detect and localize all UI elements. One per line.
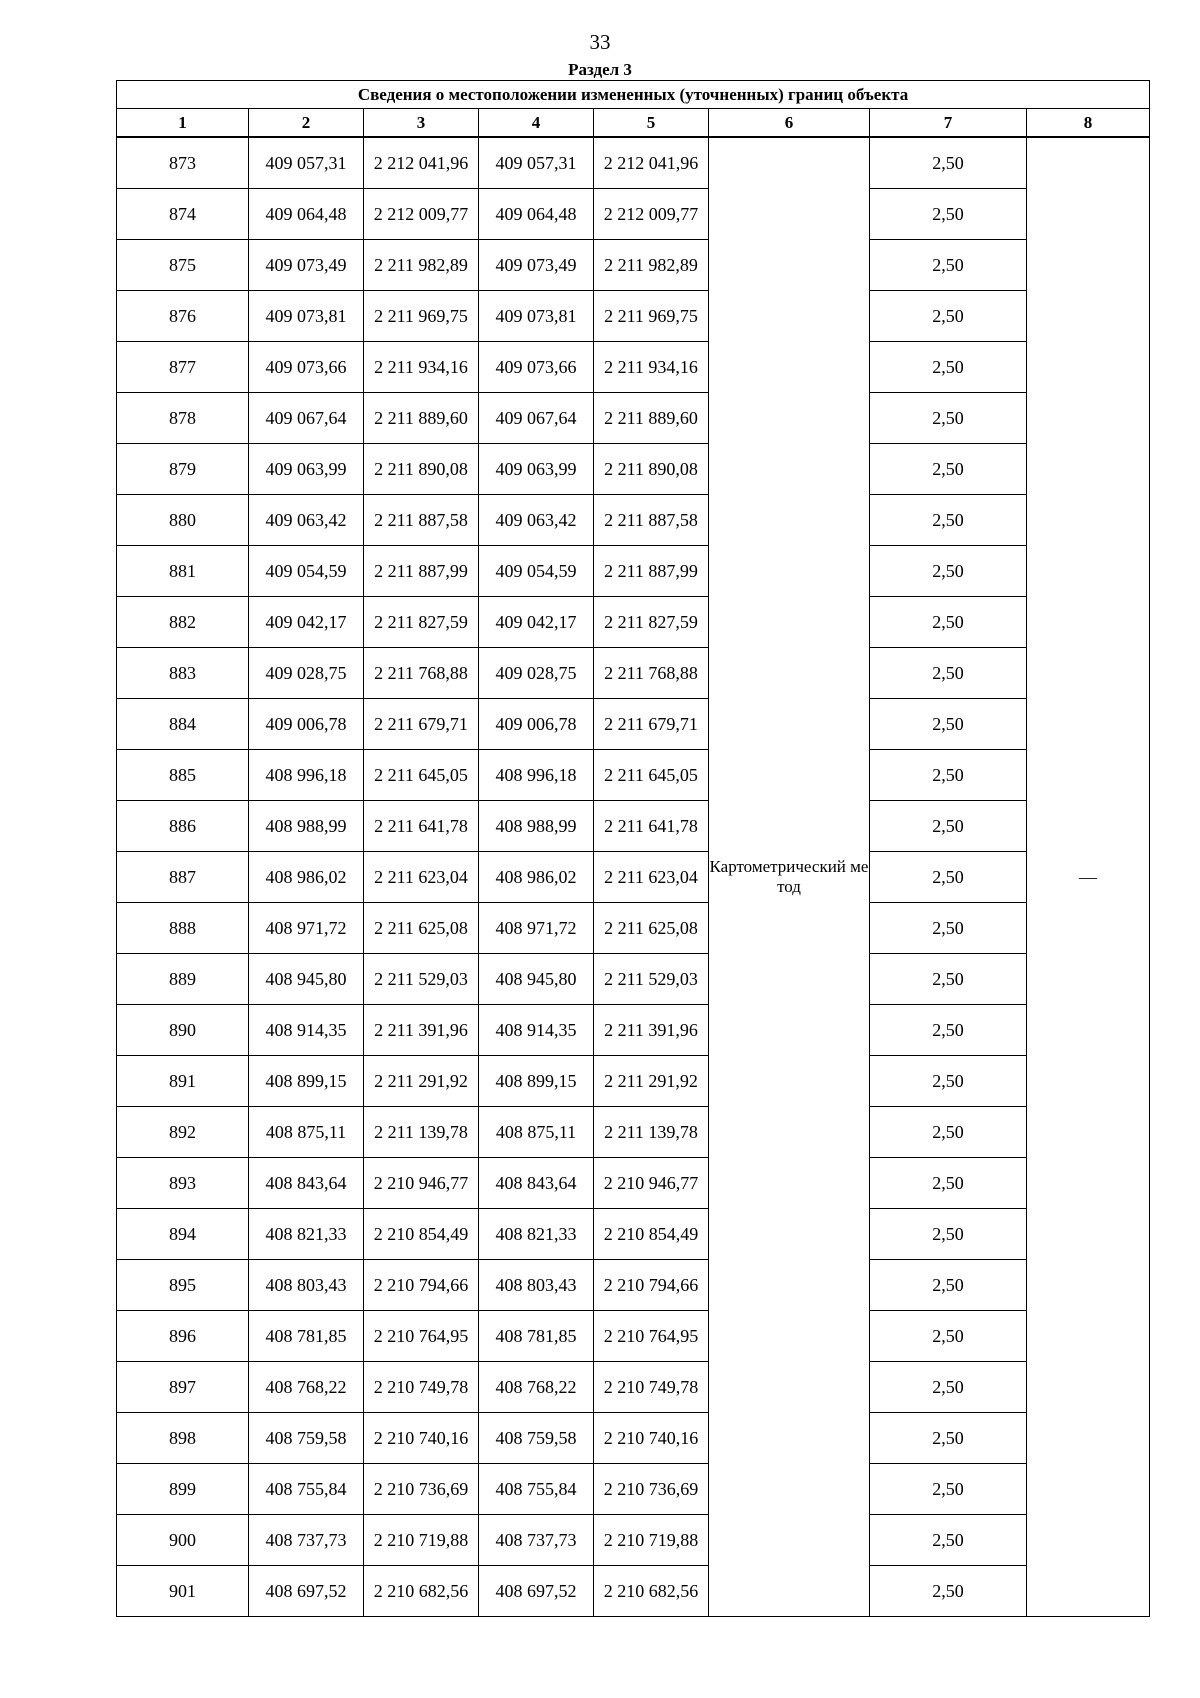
accuracy-cell: 2,50	[870, 393, 1027, 444]
x-coordinate-new-cell: 408 755,84	[479, 1464, 594, 1515]
y-coordinate-new-cell: 2 211 969,75	[594, 291, 709, 342]
y-coordinate-existing-cell: 2 211 768,88	[364, 648, 479, 699]
y-coordinate-new-cell: 2 210 749,78	[594, 1362, 709, 1413]
accuracy-cell: 2,50	[870, 291, 1027, 342]
y-coordinate-existing-cell: 2 211 625,08	[364, 903, 479, 954]
y-coordinate-new-cell: 2 211 679,71	[594, 699, 709, 750]
x-coordinate-new-cell: 408 986,02	[479, 852, 594, 903]
x-coordinate-existing-cell: 409 073,81	[249, 291, 364, 342]
x-coordinate-existing-cell: 408 875,11	[249, 1107, 364, 1158]
point-number-cell: 875	[117, 240, 249, 291]
boundary-coordinates-table	[116, 80, 1150, 1617]
accuracy-cell: 2,50	[870, 801, 1027, 852]
y-coordinate-new-cell: 2 211 291,92	[594, 1056, 709, 1107]
x-coordinate-existing-cell: 408 971,72	[249, 903, 364, 954]
x-coordinate-new-cell: 408 914,35	[479, 1005, 594, 1056]
x-coordinate-existing-cell: 408 945,80	[249, 954, 364, 1005]
accuracy-cell: 2,50	[870, 444, 1027, 495]
table-row	[117, 750, 1150, 801]
y-coordinate-existing-cell: 2 211 529,03	[364, 954, 479, 1005]
accuracy-cell: 2,50	[870, 189, 1027, 240]
y-coordinate-new-cell: 2 211 645,05	[594, 750, 709, 801]
x-coordinate-new-cell: 409 054,59	[479, 546, 594, 597]
y-coordinate-new-cell: 2 211 890,08	[594, 444, 709, 495]
x-coordinate-existing-cell: 408 988,99	[249, 801, 364, 852]
y-coordinate-new-cell: 2 211 641,78	[594, 801, 709, 852]
point-number-cell: 888	[117, 903, 249, 954]
y-coordinate-new-cell: 2 211 982,89	[594, 240, 709, 291]
table-row	[117, 444, 1150, 495]
point-number-cell: 882	[117, 597, 249, 648]
x-coordinate-new-cell: 408 996,18	[479, 750, 594, 801]
column-8-cell: —	[1027, 137, 1150, 1617]
column-number-7: 7	[870, 109, 1027, 138]
accuracy-cell: 2,50	[870, 1107, 1027, 1158]
y-coordinate-new-cell: 2 210 946,77	[594, 1158, 709, 1209]
table-row	[117, 1056, 1150, 1107]
x-coordinate-new-cell: 409 073,49	[479, 240, 594, 291]
y-coordinate-existing-cell: 2 211 679,71	[364, 699, 479, 750]
accuracy-cell: 2,50	[870, 137, 1027, 189]
page-number: 33	[589, 30, 611, 54]
column-number-8: 8	[1027, 109, 1150, 138]
accuracy-cell: 2,50	[870, 1515, 1027, 1566]
x-coordinate-existing-cell: 408 759,58	[249, 1413, 364, 1464]
y-coordinate-new-cell: 2 211 529,03	[594, 954, 709, 1005]
y-coordinate-existing-cell: 2 210 794,66	[364, 1260, 479, 1311]
y-coordinate-new-cell: 2 211 768,88	[594, 648, 709, 699]
point-number-cell: 877	[117, 342, 249, 393]
point-number-cell: 896	[117, 1311, 249, 1362]
x-coordinate-new-cell: 408 768,22	[479, 1362, 594, 1413]
y-coordinate-existing-cell: 2 210 740,16	[364, 1413, 479, 1464]
x-coordinate-existing-cell: 409 073,66	[249, 342, 364, 393]
y-coordinate-existing-cell: 2 210 749,78	[364, 1362, 479, 1413]
column-number-1: 1	[117, 109, 249, 138]
y-coordinate-new-cell: 2 211 625,08	[594, 903, 709, 954]
accuracy-cell: 2,50	[870, 750, 1027, 801]
y-coordinate-new-cell: 2 210 764,95	[594, 1311, 709, 1362]
table-row	[117, 1413, 1150, 1464]
x-coordinate-existing-cell: 409 063,42	[249, 495, 364, 546]
accuracy-cell: 2,50	[870, 495, 1027, 546]
y-coordinate-new-cell: 2 210 719,88	[594, 1515, 709, 1566]
point-number-cell: 897	[117, 1362, 249, 1413]
table-row	[117, 137, 1150, 189]
y-coordinate-new-cell: 2 210 682,56	[594, 1566, 709, 1617]
y-coordinate-new-cell: 2 210 736,69	[594, 1464, 709, 1515]
x-coordinate-existing-cell: 408 821,33	[249, 1209, 364, 1260]
table-row	[117, 546, 1150, 597]
x-coordinate-existing-cell: 408 996,18	[249, 750, 364, 801]
x-coordinate-new-cell: 408 843,64	[479, 1158, 594, 1209]
x-coordinate-new-cell: 408 803,43	[479, 1260, 594, 1311]
x-coordinate-new-cell: 408 945,80	[479, 954, 594, 1005]
y-coordinate-new-cell: 2 211 623,04	[594, 852, 709, 903]
point-number-cell: 895	[117, 1260, 249, 1311]
accuracy-cell: 2,50	[870, 954, 1027, 1005]
accuracy-cell: 2,50	[870, 903, 1027, 954]
y-coordinate-existing-cell: 2 212 009,77	[364, 189, 479, 240]
x-coordinate-existing-cell: 409 042,17	[249, 597, 364, 648]
column-number-5: 5	[594, 109, 709, 138]
x-coordinate-new-cell: 408 821,33	[479, 1209, 594, 1260]
x-coordinate-existing-cell: 408 781,85	[249, 1311, 364, 1362]
y-coordinate-new-cell: 2 212 009,77	[594, 189, 709, 240]
y-coordinate-existing-cell: 2 210 736,69	[364, 1464, 479, 1515]
y-coordinate-existing-cell: 2 210 764,95	[364, 1311, 479, 1362]
x-coordinate-existing-cell: 409 057,31	[249, 137, 364, 189]
table-row	[117, 291, 1150, 342]
x-coordinate-existing-cell: 409 063,99	[249, 444, 364, 495]
y-coordinate-existing-cell: 2 211 623,04	[364, 852, 479, 903]
y-coordinate-new-cell: 2 211 889,60	[594, 393, 709, 444]
y-coordinate-new-cell: 2 210 794,66	[594, 1260, 709, 1311]
point-number-cell: 901	[117, 1566, 249, 1617]
y-coordinate-new-cell: 2 211 887,99	[594, 546, 709, 597]
accuracy-cell: 2,50	[870, 240, 1027, 291]
x-coordinate-existing-cell: 408 755,84	[249, 1464, 364, 1515]
accuracy-cell: 2,50	[870, 1260, 1027, 1311]
y-coordinate-existing-cell: 2 211 645,05	[364, 750, 479, 801]
x-coordinate-new-cell: 409 063,99	[479, 444, 594, 495]
accuracy-cell: 2,50	[870, 1362, 1027, 1413]
point-number-cell: 876	[117, 291, 249, 342]
section-title: Раздел 3	[568, 60, 632, 79]
x-coordinate-existing-cell: 409 028,75	[249, 648, 364, 699]
x-coordinate-existing-cell: 409 067,64	[249, 393, 364, 444]
x-coordinate-existing-cell: 408 768,22	[249, 1362, 364, 1413]
y-coordinate-new-cell: 2 212 041,96	[594, 137, 709, 189]
accuracy-cell: 2,50	[870, 597, 1027, 648]
y-coordinate-new-cell: 2 211 139,78	[594, 1107, 709, 1158]
table-row	[117, 1311, 1150, 1362]
point-number-cell: 873	[117, 137, 249, 189]
y-coordinate-existing-cell: 2 210 854,49	[364, 1209, 479, 1260]
table-row	[117, 699, 1150, 750]
x-coordinate-existing-cell: 408 697,52	[249, 1566, 364, 1617]
x-coordinate-existing-cell: 409 006,78	[249, 699, 364, 750]
table-row	[117, 903, 1150, 954]
x-coordinate-existing-cell: 408 899,15	[249, 1056, 364, 1107]
table-row	[117, 1005, 1150, 1056]
point-number-cell: 891	[117, 1056, 249, 1107]
y-coordinate-new-cell: 2 211 391,96	[594, 1005, 709, 1056]
accuracy-cell: 2,50	[870, 699, 1027, 750]
table-row	[117, 852, 1150, 903]
x-coordinate-new-cell: 409 073,81	[479, 291, 594, 342]
y-coordinate-existing-cell: 2 211 391,96	[364, 1005, 479, 1056]
x-coordinate-new-cell: 409 063,42	[479, 495, 594, 546]
point-number-cell: 890	[117, 1005, 249, 1056]
point-number-cell: 894	[117, 1209, 249, 1260]
y-coordinate-existing-cell: 2 211 890,08	[364, 444, 479, 495]
method-cell: Картометрический метод	[709, 137, 870, 1617]
y-coordinate-new-cell: 2 210 854,49	[594, 1209, 709, 1260]
table-row	[117, 801, 1150, 852]
table-row	[117, 1464, 1150, 1515]
accuracy-cell: 2,50	[870, 1413, 1027, 1464]
point-number-cell: 886	[117, 801, 249, 852]
y-coordinate-existing-cell: 2 211 827,59	[364, 597, 479, 648]
point-number-cell: 885	[117, 750, 249, 801]
x-coordinate-existing-cell: 408 914,35	[249, 1005, 364, 1056]
table-row	[117, 495, 1150, 546]
x-coordinate-new-cell: 409 057,31	[479, 137, 594, 189]
point-number-cell: 899	[117, 1464, 249, 1515]
column-number-3: 3	[364, 109, 479, 138]
accuracy-cell: 2,50	[870, 1209, 1027, 1260]
y-coordinate-existing-cell: 2 211 934,16	[364, 342, 479, 393]
x-coordinate-new-cell: 408 781,85	[479, 1311, 594, 1362]
accuracy-cell: 2,50	[870, 1056, 1027, 1107]
point-number-cell: 892	[117, 1107, 249, 1158]
point-number-cell: 881	[117, 546, 249, 597]
accuracy-cell: 2,50	[870, 1158, 1027, 1209]
table-row	[117, 240, 1150, 291]
x-coordinate-existing-cell: 409 064,48	[249, 189, 364, 240]
x-coordinate-new-cell: 408 697,52	[479, 1566, 594, 1617]
y-coordinate-existing-cell: 2 211 887,58	[364, 495, 479, 546]
x-coordinate-existing-cell: 409 073,49	[249, 240, 364, 291]
y-coordinate-new-cell: 2 210 740,16	[594, 1413, 709, 1464]
y-coordinate-existing-cell: 2 211 889,60	[364, 393, 479, 444]
table-body	[117, 137, 1150, 1617]
accuracy-cell: 2,50	[870, 1311, 1027, 1362]
x-coordinate-new-cell: 409 073,66	[479, 342, 594, 393]
point-number-cell: 883	[117, 648, 249, 699]
y-coordinate-existing-cell: 2 210 946,77	[364, 1158, 479, 1209]
x-coordinate-new-cell: 408 988,99	[479, 801, 594, 852]
x-coordinate-new-cell: 409 067,64	[479, 393, 594, 444]
x-coordinate-new-cell: 409 006,78	[479, 699, 594, 750]
x-coordinate-existing-cell: 408 803,43	[249, 1260, 364, 1311]
y-coordinate-existing-cell: 2 211 887,99	[364, 546, 479, 597]
point-number-cell: 887	[117, 852, 249, 903]
table-row	[117, 1362, 1150, 1413]
y-coordinate-existing-cell: 2 211 982,89	[364, 240, 479, 291]
accuracy-cell: 2,50	[870, 1005, 1027, 1056]
point-number-cell: 898	[117, 1413, 249, 1464]
point-number-cell: 878	[117, 393, 249, 444]
x-coordinate-existing-cell: 408 843,64	[249, 1158, 364, 1209]
y-coordinate-existing-cell: 2 211 291,92	[364, 1056, 479, 1107]
y-coordinate-existing-cell: 2 212 041,96	[364, 137, 479, 189]
column-number-4: 4	[479, 109, 594, 138]
y-coordinate-new-cell: 2 211 934,16	[594, 342, 709, 393]
accuracy-cell: 2,50	[870, 852, 1027, 903]
table-caption: Сведения о местоположении измененных (уточненных) границ объекта	[117, 81, 1150, 109]
y-coordinate-existing-cell: 2 211 641,78	[364, 801, 479, 852]
accuracy-cell: 2,50	[870, 546, 1027, 597]
y-coordinate-new-cell: 2 211 827,59	[594, 597, 709, 648]
x-coordinate-existing-cell: 409 054,59	[249, 546, 364, 597]
point-number-cell: 879	[117, 444, 249, 495]
accuracy-cell: 2,50	[870, 648, 1027, 699]
column-number-6: 6	[709, 109, 870, 138]
y-coordinate-existing-cell: 2 210 682,56	[364, 1566, 479, 1617]
table-row	[117, 342, 1150, 393]
x-coordinate-new-cell: 408 759,58	[479, 1413, 594, 1464]
x-coordinate-existing-cell: 408 737,73	[249, 1515, 364, 1566]
accuracy-cell: 2,50	[870, 342, 1027, 393]
column-number-2: 2	[249, 109, 364, 138]
point-number-cell: 884	[117, 699, 249, 750]
y-coordinate-existing-cell: 2 211 139,78	[364, 1107, 479, 1158]
x-coordinate-new-cell: 409 064,48	[479, 189, 594, 240]
table-row	[117, 393, 1150, 444]
x-coordinate-new-cell: 409 042,17	[479, 597, 594, 648]
point-number-cell: 874	[117, 189, 249, 240]
table-row	[117, 1566, 1150, 1617]
accuracy-cell: 2,50	[870, 1566, 1027, 1617]
table-row	[117, 189, 1150, 240]
point-number-cell: 893	[117, 1158, 249, 1209]
x-coordinate-new-cell: 408 899,15	[479, 1056, 594, 1107]
x-coordinate-new-cell: 409 028,75	[479, 648, 594, 699]
table-row	[117, 597, 1150, 648]
point-number-cell: 889	[117, 954, 249, 1005]
table-row	[117, 1158, 1150, 1209]
table-row	[117, 954, 1150, 1005]
x-coordinate-new-cell: 408 875,11	[479, 1107, 594, 1158]
x-coordinate-new-cell: 408 737,73	[479, 1515, 594, 1566]
table-row	[117, 648, 1150, 699]
table-row	[117, 1515, 1150, 1566]
table-row	[117, 1209, 1150, 1260]
accuracy-cell: 2,50	[870, 1464, 1027, 1515]
y-coordinate-new-cell: 2 211 887,58	[594, 495, 709, 546]
table-row	[117, 1107, 1150, 1158]
x-coordinate-new-cell: 408 971,72	[479, 903, 594, 954]
point-number-cell: 900	[117, 1515, 249, 1566]
y-coordinate-existing-cell: 2 210 719,88	[364, 1515, 479, 1566]
y-coordinate-existing-cell: 2 211 969,75	[364, 291, 479, 342]
table-row	[117, 1260, 1150, 1311]
point-number-cell: 880	[117, 495, 249, 546]
x-coordinate-existing-cell: 408 986,02	[249, 852, 364, 903]
